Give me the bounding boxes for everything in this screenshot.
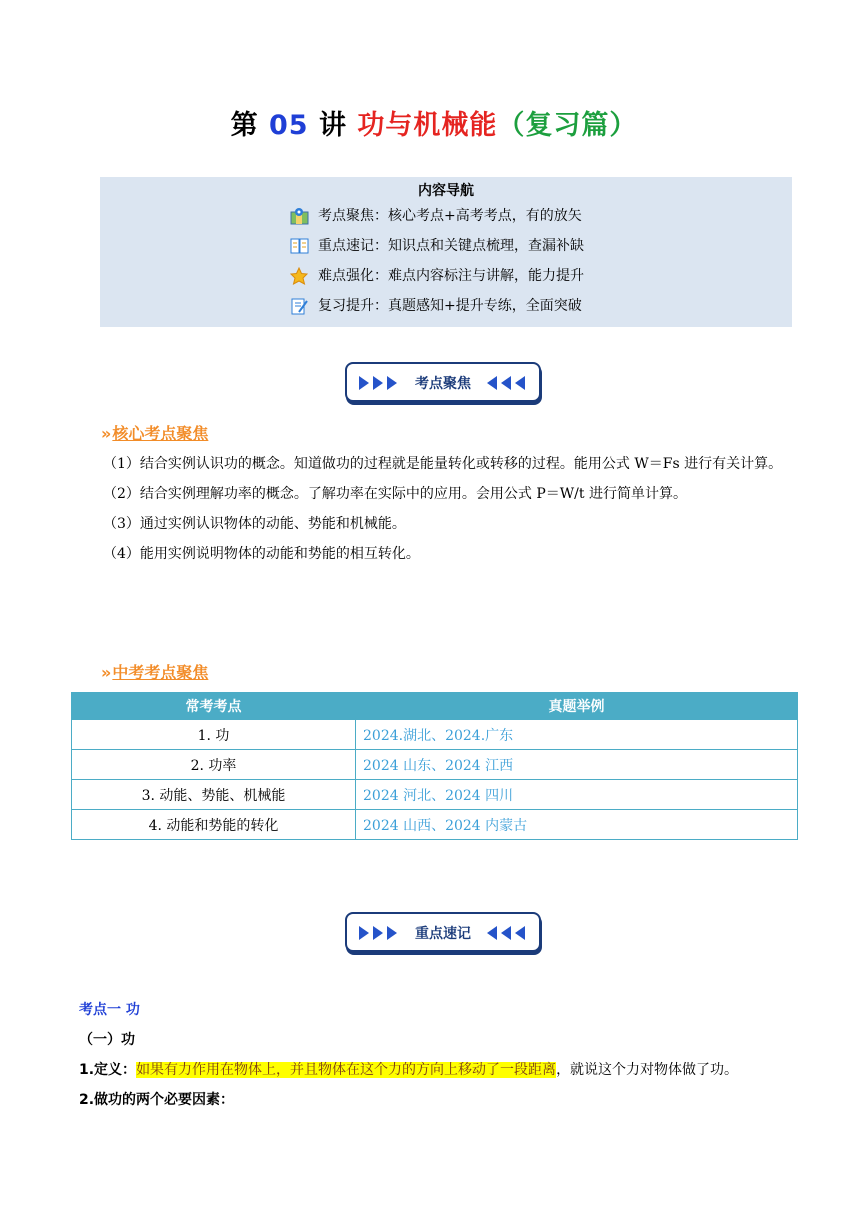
list-item: （4）能用实例说明物体的动能和势能的相互转化。	[103, 546, 420, 562]
table-row	[72, 780, 798, 810]
title-mid: 讲	[318, 110, 347, 141]
sub-section-title: （一）功	[79, 1032, 135, 1048]
left-arrows-icon	[487, 926, 527, 940]
star-icon	[290, 267, 310, 285]
table-cell: 4. 动能和势能的转化	[72, 810, 356, 840]
double-chevron-icon: »	[101, 424, 112, 443]
table-cell: 2. 功率	[72, 750, 356, 780]
list-item: （1）结合实例认识功的概念。知道做功的过程就是能量转化或转移的过程。能用公式 W＝Fs 进行有关计算。	[103, 456, 783, 472]
point-title: 考点一 功	[79, 1002, 140, 1018]
core-points-list	[103, 449, 793, 569]
left-arrows-icon	[487, 376, 527, 390]
exam-points-table	[71, 692, 798, 840]
banner-label: 考点聚焦	[415, 376, 471, 392]
table-row	[72, 750, 798, 780]
table-cell: 2024.湖北、2024.广东	[356, 720, 798, 750]
table-row	[72, 720, 798, 750]
title-topic: 功与机械能	[357, 110, 498, 141]
title-suffix: （复习篇）	[497, 110, 638, 141]
book-icon	[290, 237, 310, 255]
definition-rest: ，就说这个力对物体做了功。	[556, 1062, 739, 1078]
list-item: （2）结合实例理解功率的概念。了解功率在实际中的应用。会用公式 P＝W/t 进行简单计算。	[103, 486, 687, 502]
section-banner-memo	[345, 912, 541, 952]
section-banner-focus	[345, 362, 541, 402]
definition-label: 1.定义：	[79, 1062, 137, 1078]
content-navigation: 内容导航 考点聚焦：核心考点+高考考点，有的放矢 重点速记：知识点和关键点梳理，查漏补缺 难点强化：难点内容标注与讲解，能力提升 复习提升：真题感知+提升专练，全面突破	[100, 177, 792, 327]
core-points-heading: »核心考点聚焦	[101, 424, 209, 443]
table-row	[72, 810, 798, 840]
table-cell: 3. 动能、势能、机械能	[72, 780, 356, 810]
list-item: （3）通过实例认识物体的动能、势能和机械能。	[103, 516, 406, 532]
map-pin-icon	[290, 207, 310, 225]
banner-label: 重点速记	[415, 926, 471, 942]
table-header-row	[72, 693, 798, 720]
edit-note-icon	[290, 297, 310, 315]
table-cell: 2024 山西、2024 内蒙古	[356, 810, 798, 840]
table-cell: 2024 河北、2024 四川	[356, 780, 798, 810]
nav-heading: 内容导航	[418, 183, 474, 199]
definition-highlight: 如果有力作用在物体上，并且物体在这个力的方向上移动了一段距离	[136, 1062, 557, 1078]
title-prefix: 第	[230, 110, 259, 141]
table-cell: 1. 功	[72, 720, 356, 750]
exam-points-heading: »中考考点聚焦	[101, 663, 209, 682]
definition-line	[79, 1059, 738, 1079]
factors-line: 2.做功的两个必要因素：	[79, 1092, 235, 1108]
column-header: 常考考点	[72, 693, 356, 720]
page-title	[0, 103, 868, 142]
table-cell: 2024 山东、2024 江西	[356, 750, 798, 780]
column-header: 真题举例	[356, 693, 798, 720]
double-chevron-icon: »	[101, 663, 112, 682]
title-number: 05	[269, 110, 309, 141]
